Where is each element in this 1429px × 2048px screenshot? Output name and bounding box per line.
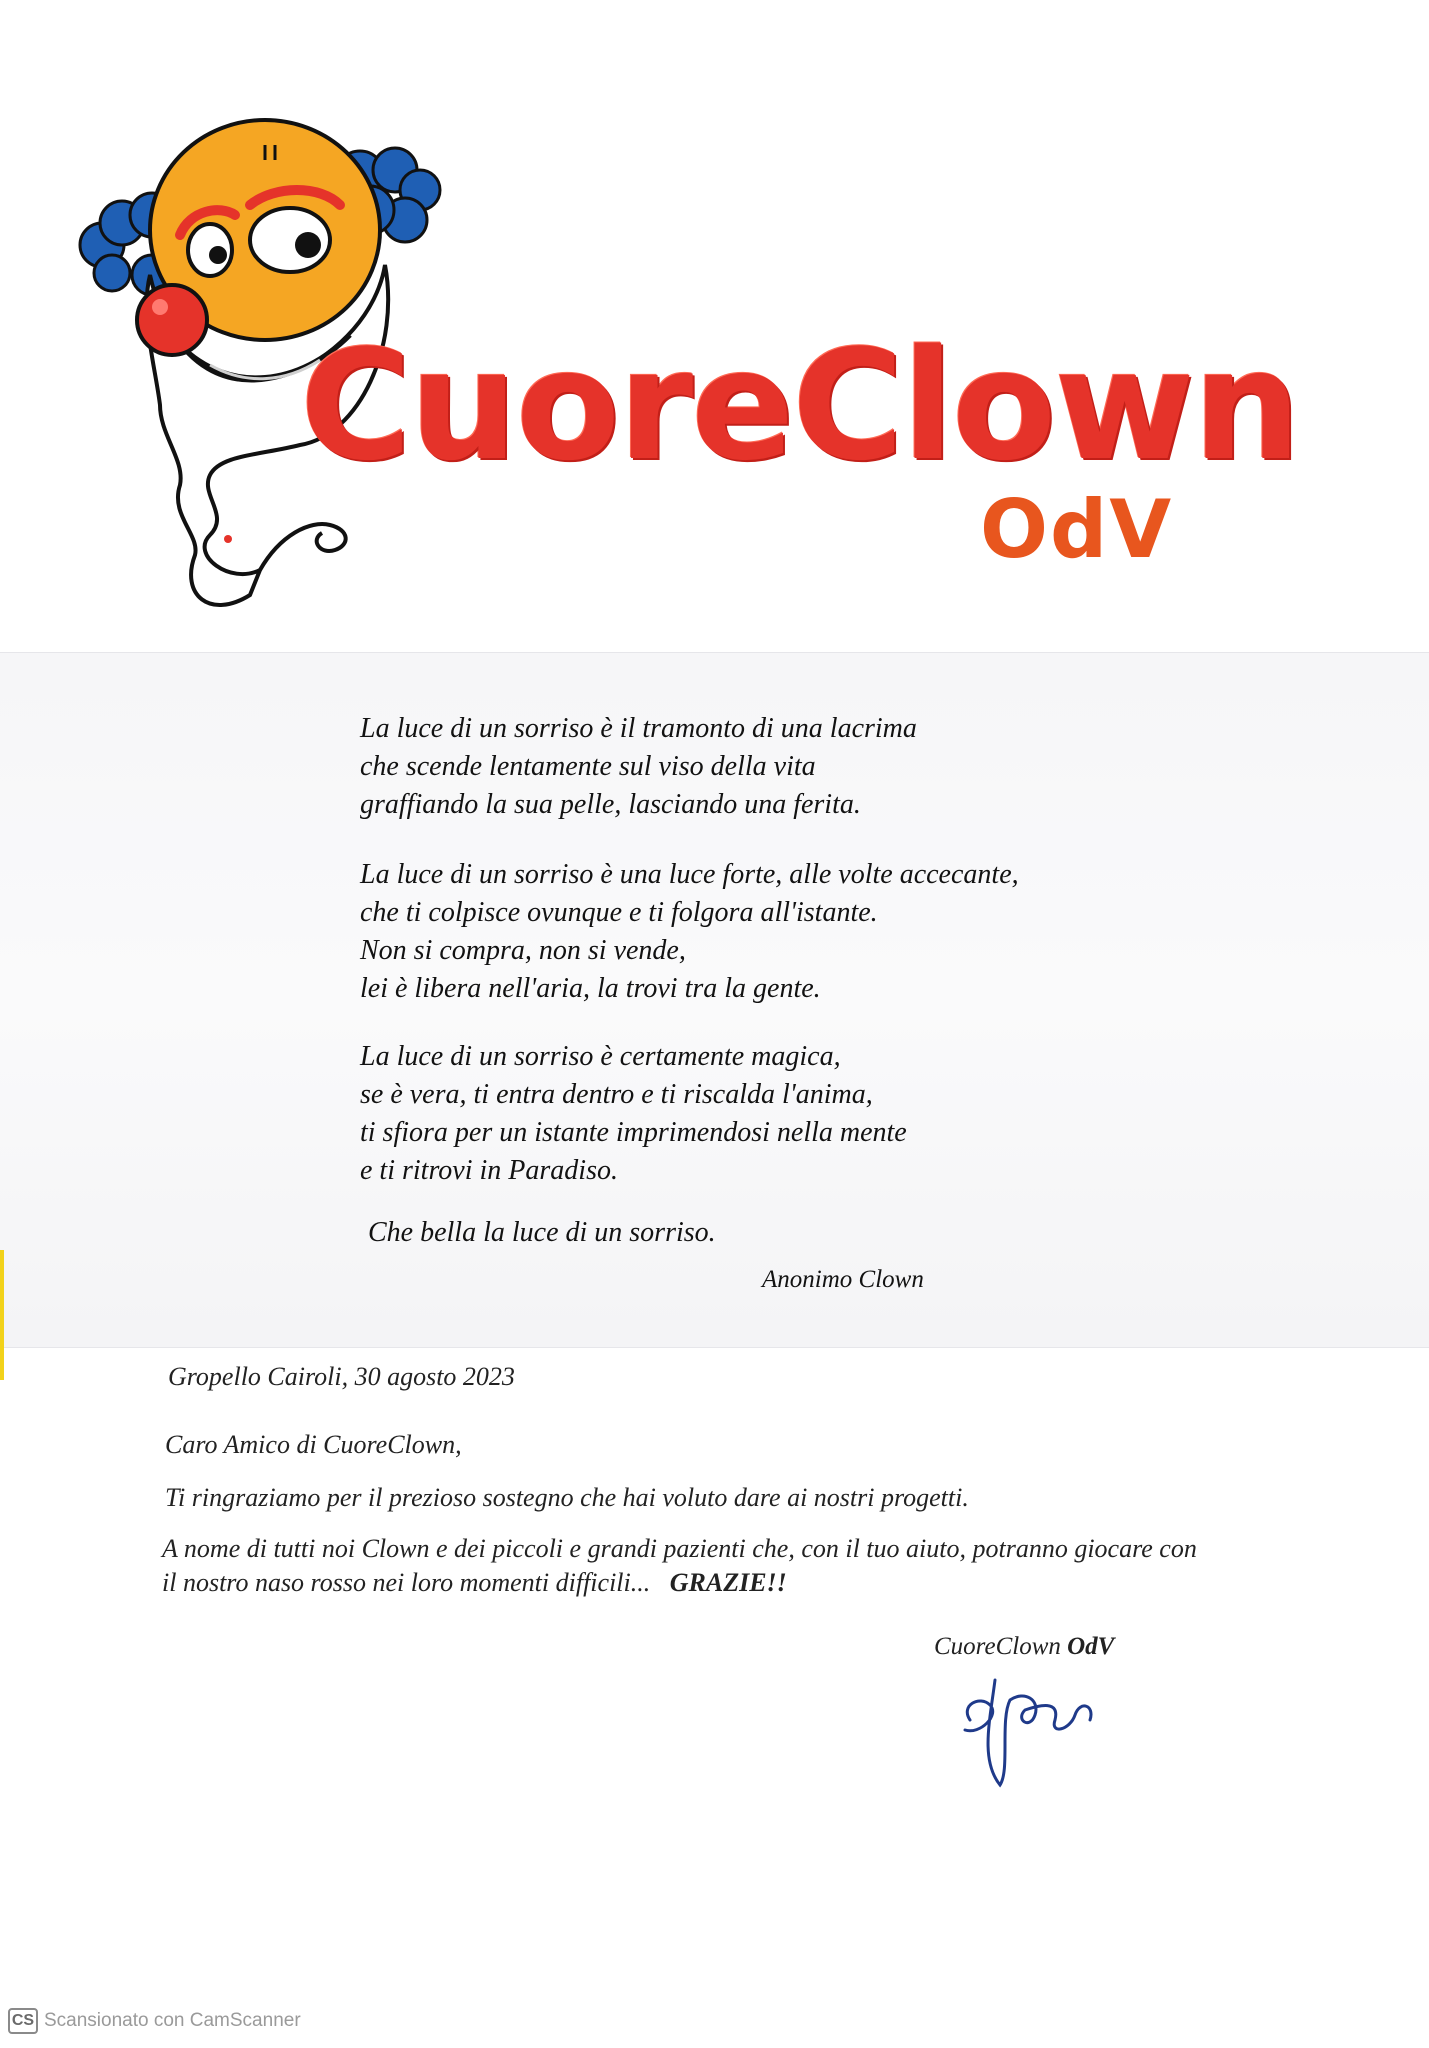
poem-line: e ti ritrovi in Paradiso. bbox=[360, 1155, 618, 1186]
poem-closing: Che bella la luce di un sorriso. bbox=[368, 1217, 716, 1248]
brand-name: CuoreClown bbox=[300, 317, 1299, 494]
letter-line bbox=[162, 1566, 1197, 1600]
poem-line: La luce di un sorriso è il tramonto di una lacrima bbox=[360, 713, 917, 744]
poem-author: Anonimo Clown bbox=[762, 1266, 924, 1293]
signature-org-name: CuoreClown bbox=[934, 1633, 1061, 1660]
signature-org-suffix: OdV bbox=[1067, 1633, 1115, 1660]
camscanner-logo: CS bbox=[8, 2008, 38, 2034]
poem-line: La luce di un sorriso è certamente magica, bbox=[360, 1041, 841, 1072]
letter-line-text: il nostro naso rosso nei loro momenti difficili... bbox=[162, 1568, 651, 1597]
poem-stanza-1 bbox=[360, 710, 917, 824]
poem-line: ti sfiora per un istante imprimendosi nella mente bbox=[360, 1117, 907, 1148]
poem-stanza-3 bbox=[360, 1038, 907, 1190]
letter-line: A nome di tutti noi Clown e dei piccoli e grandi pazienti che, con il tuo aiuto, potranno giocare con bbox=[162, 1534, 1197, 1563]
page-edge bbox=[0, 1250, 4, 1380]
poem-line: graffiando la sua pelle, lasciando una ferita. bbox=[360, 789, 861, 820]
poem-line: Non si compra, non si vende, bbox=[360, 935, 686, 966]
letter-greeting: Caro Amico di CuoreClown, bbox=[165, 1430, 462, 1459]
poem-line: se è vera, ti entra dentro e ti riscalda l'anima, bbox=[360, 1079, 873, 1110]
cuoreclown-logo bbox=[60, 115, 1299, 635]
poem-line: che ti colpisce ovunque e ti folgora all'istante. bbox=[360, 897, 878, 928]
signature-org bbox=[934, 1633, 1114, 1661]
poem-line: lei è libera nell'aria, la trovi tra la gente. bbox=[360, 973, 821, 1004]
brand-sub: OdV bbox=[980, 483, 1174, 576]
poem-line: La luce di un sorriso è una luce forte, alle volte accecante, bbox=[360, 859, 1019, 890]
thanks-text: GRAZIE!! bbox=[669, 1568, 787, 1597]
scanner-footer bbox=[8, 2006, 301, 2036]
letter-paragraph-2 bbox=[162, 1532, 1197, 1600]
poem-line: che scende lentamente sul viso della vita bbox=[360, 751, 816, 782]
poem-stanza-2 bbox=[360, 856, 1019, 1008]
place-date: Gropello Cairoli, 30 agosto 2023 bbox=[168, 1362, 515, 1391]
handwritten-signature bbox=[950, 1660, 1130, 1790]
scanner-footer-text: Scansionato con CamScanner bbox=[44, 2010, 301, 2031]
letter-paragraph-1: Ti ringraziamo per il prezioso sostegno che hai voluto dare ai nostri progetti. bbox=[165, 1483, 969, 1512]
